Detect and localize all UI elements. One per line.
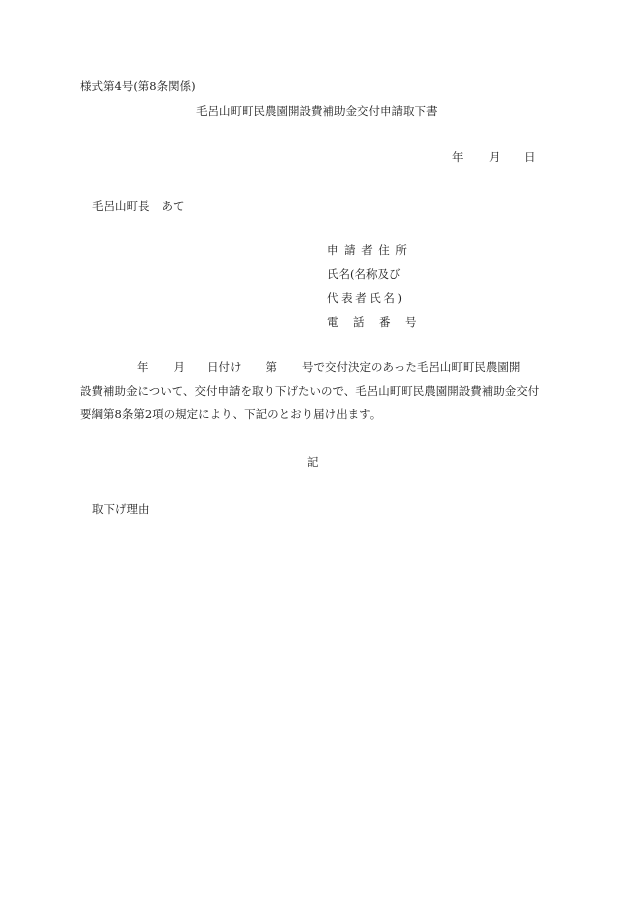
- date-line: [452, 152, 536, 164]
- body-line-3: 要綱第8条第2項の規定により、下記のとおり届け出ます。: [80, 407, 382, 421]
- body-number-prefix: 第: [265, 360, 277, 374]
- applicant-address-label: 申請者住所: [327, 243, 413, 257]
- document-title: 毛呂山町町民農園開設費補助金交付申請取下書: [196, 104, 438, 118]
- body-year-label: 年: [137, 360, 149, 374]
- addressee: [92, 201, 185, 213]
- addressee-name: 毛呂山町長: [92, 199, 150, 213]
- reason-label: 取下げ理由: [92, 502, 150, 516]
- applicant-phone-label: 電話番号: [327, 315, 431, 329]
- body-line-2: 設費補助金について、交付申請を取り下げたいので、毛呂山町町民農園開設費補助金交付: [80, 384, 540, 398]
- body-line-1-text: 号で交付決定のあった毛呂山町町民農園開: [302, 360, 521, 374]
- form-number: 様式第4号(第8条関係): [80, 79, 196, 93]
- date-year-label: 年: [452, 150, 464, 164]
- body-line-1: [80, 362, 520, 374]
- addressee-honorific: あて: [161, 199, 185, 213]
- date-day-label: 日: [524, 150, 536, 164]
- body-month-label: 月: [173, 360, 185, 374]
- applicant-representative-label: 代表者氏名): [327, 291, 405, 305]
- date-month-label: 月: [489, 150, 501, 164]
- ki-heading: 記: [307, 455, 319, 469]
- body-dated-label: 日付け: [207, 360, 242, 374]
- applicant-name-label: 氏名(名称及び: [327, 267, 401, 281]
